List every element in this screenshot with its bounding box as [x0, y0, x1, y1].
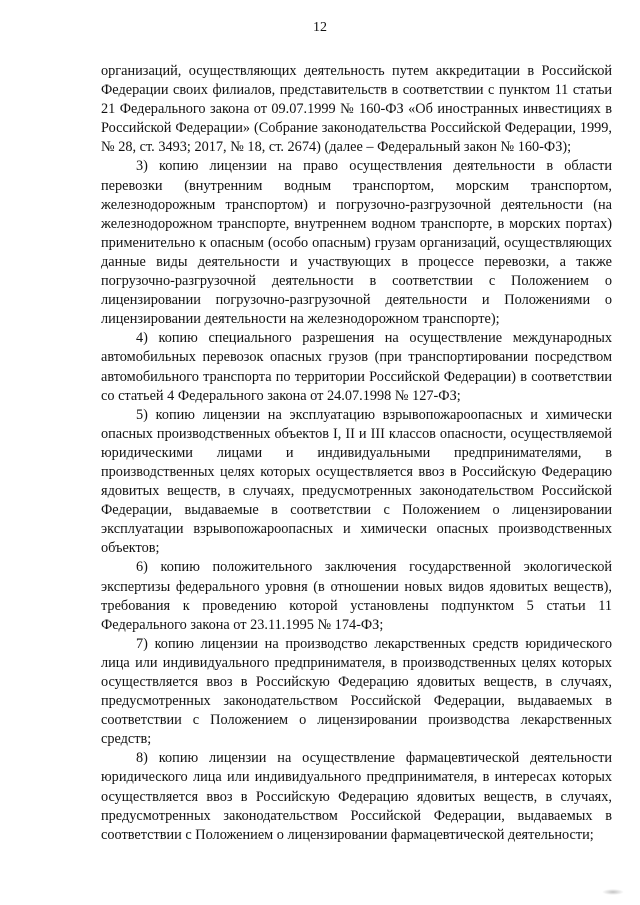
- page-number: 12: [313, 20, 327, 35]
- paragraph-item-3: 3) копию лицензии на право осуществления деятельности в области перевозки (внутренним водным транспортом, морским транспортом, железнодорожным транспортом) и погрузочно-разгрузочной деятельности (на железнодорожном транспорте, внутреннем водном транспорте, в морских портах) применительно к опасным (особо опасным) грузам организаций, осуществляющих данные виды деятельности и участвующих в процессе перевозки, а также погрузочно-разгрузочной деятельности в соответствии с Положением о лицензировании погрузочно-разгрузочной деятельности и Положениями о лицензировании деятельности на железнодорожном транспорте);: [101, 158, 612, 328]
- paragraph-item-7: 7) копию лицензии на производство лекарственных средств юридического лица или индивидуального предпринимателя, в производственных целях которых осуществляется ввоз в Российскую Федерацию ядовитых веществ, в случаях, предусмотренных законодательством Российской Федерации, выдаваемых в соответствии с Положением о лицензировании производства лекарственных средств;: [101, 635, 612, 748]
- paragraph-item-6: 6) копию положительного заключения государственной экологической экспертизы федерального уровня (в отношении новых видов ядовитых веществ), требования к проведению которой установлены подпунктом 5 статьи 11 Федерального закона от 23.11.1995 № 174-ФЗ;: [101, 559, 612, 633]
- paragraph-item-8: 8) копию лицензии на осуществление фармацевтической деятельности юридического лица или индивидуального предпринимателя, в интересах которых осуществляется ввоз в Российскую Федерацию ядовитых веществ, в случаях, предусмотренных законодательством Российской Федерации, выдаваемых в соответствии с Положением о лицензировании фармацевтической деятельности;: [101, 750, 612, 843]
- paragraph-item-4: 4) копию специального разрешения на осуществление международных автомобильных перевозок опасных грузов (при транспортировании посредством автомобильного транспорта по территории Российской Федерации) в соответствии со статьей 4 Федерального закона от 24.07.1998 № 127-ФЗ;: [101, 330, 612, 404]
- paragraph-intro-continuation: организаций, осуществляющих деятельность путем аккредитации в Российской Федерации своих филиалов, представительств в соответствии с пунктом 11 статьи 21 Федерального закона от 09.07.1999 № 160-ФЗ «Об иностранных инвестициях в Российской Федерации» (Собрание законодательства Российской Федерации, 1999, № 28, ст. 3493; 2017, № 18, ст. 2674) (далее – Федеральный закон № 160-ФЗ);: [101, 63, 612, 156]
- document-body: [101, 62, 612, 845]
- scan-artifact-mark: [602, 889, 624, 895]
- paragraph-item-5: 5) копию лицензии на эксплуатацию взрывопожароопасных и химически опасных производственных объектов I, II и III классов опасности, осуществляемой юридическими лицами и индивидуальными предпринимателями, в производственных целях которых осуществляется ввоз в Российскую Федерацию ядовитых веществ, в случаях, предусмотренных законодательством Российской Федерации, выдаваемые в соответствии с Положением о лицензировании эксплуатации взрывопожароопасных и химически опасных производственных объектов;: [101, 406, 612, 557]
